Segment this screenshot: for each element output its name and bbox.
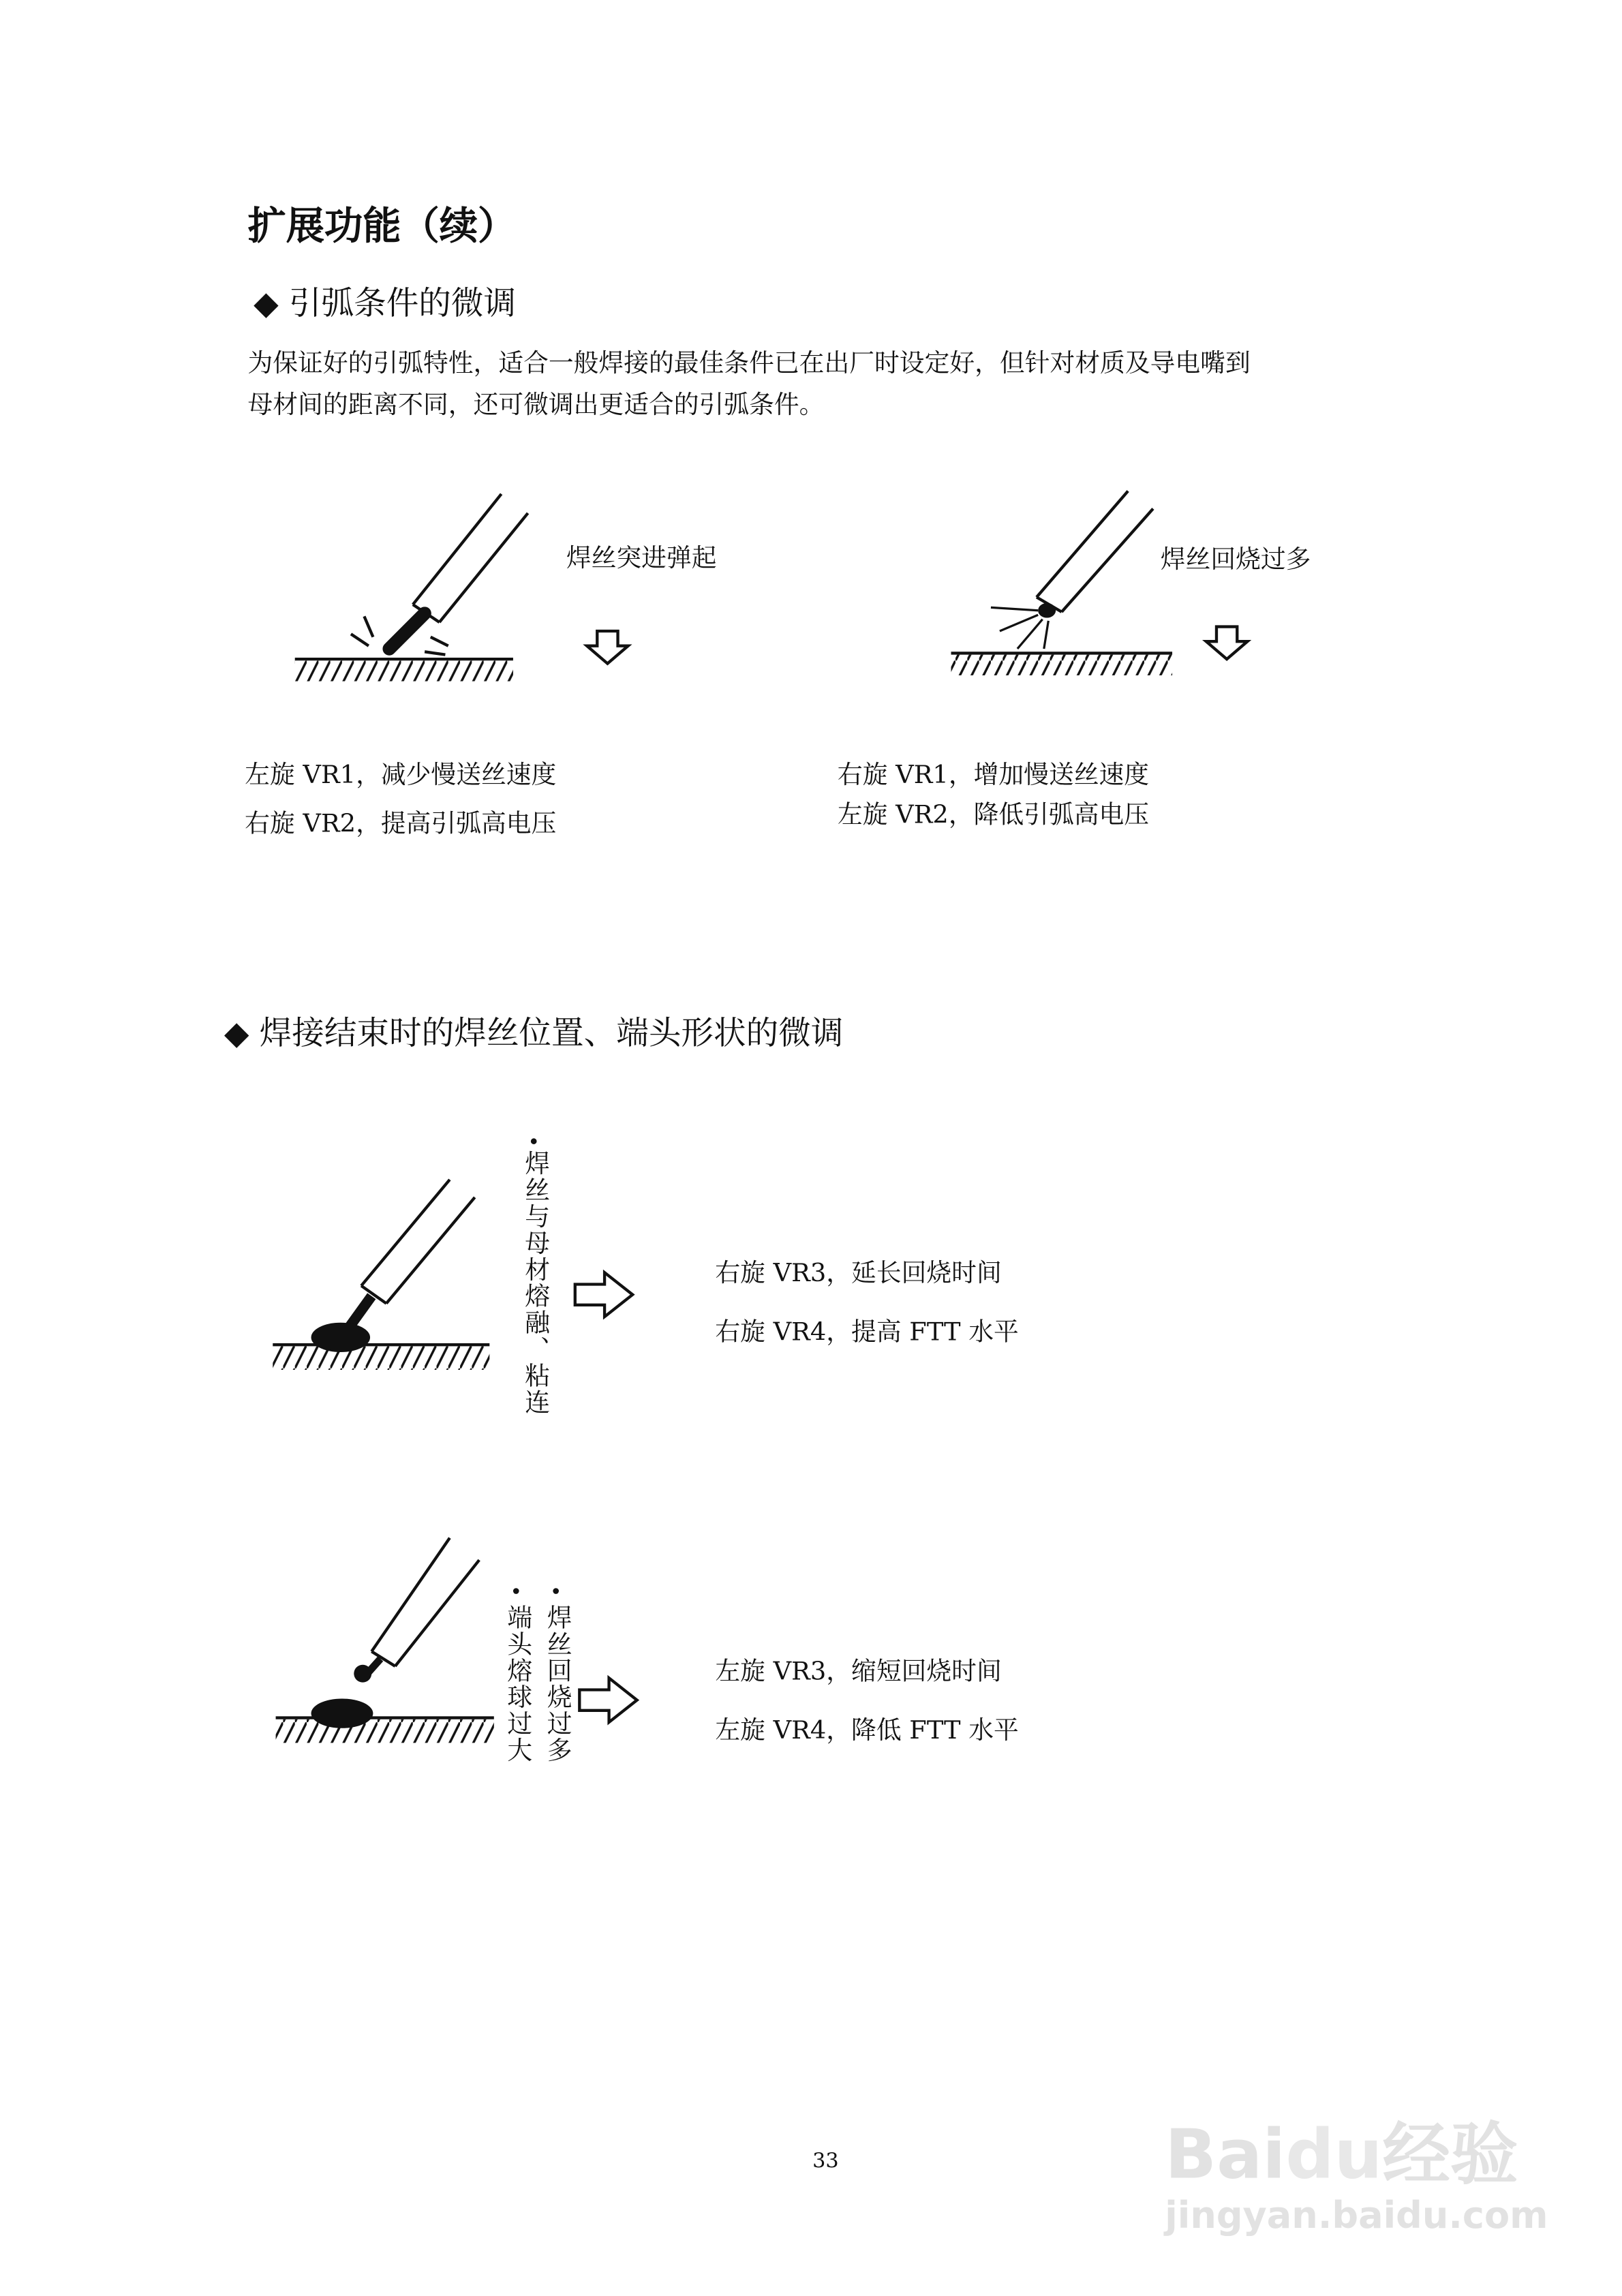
intro-line-2: 母材间的距离不同，还可微调出更适合的引弧条件。 [247,391,825,420]
fig-right-line-1: 右旋 VR1，增加慢送丝速度 [837,761,1150,791]
page-number: 33 [812,2149,839,2174]
section1-heading-text: 引弧条件的微调 [288,286,517,323]
page-title: 扩展功能（续） [247,204,517,249]
diamond-bullet-icon: ◆ [254,286,279,323]
case2-line-2: 左旋 VR4，降低 FTT 水平 [715,1716,1019,1746]
ball-too-large-illustration [276,1538,637,1743]
fig-right-label: 焊丝回烧过多 [1160,545,1311,575]
wire-spring-up-illustration [295,494,628,682]
fig-right-line-2: 左旋 VR2，降低引弧高电压 [837,800,1150,831]
intro-line-1: 为保证好的引弧特性，适合一般焊接的最佳条件已在出厂时设定好，但针对材质及导电嘴到 [247,349,1251,380]
wire-stuck-illustration [273,1180,632,1370]
case1-label: 焊丝与母材熔融、粘连 [519,1150,549,1416]
baidu-watermark-logo: Baidu经验 [1165,2114,1518,2194]
fig-left-line-1: 左旋 VR1，减少慢送丝速度 [245,761,557,791]
case1-line-2: 右旋 VR4，提高 FTT 水平 [715,1318,1019,1348]
fig-left-line-2: 右旋 VR2，提高引弧高电压 [245,809,557,840]
baidu-watermark-url: jingyan.baidu.com [1165,2194,1548,2237]
wire-burnback-illustration [951,491,1248,675]
case2-label-2: 端头熔球过大 [501,1604,531,1764]
case2-line-1: 左旋 VR3，缩短回烧时间 [715,1657,1002,1687]
section2-heading-text: 焊接结束时的焊丝位置、端头形状的微调 [259,1015,844,1053]
case1-line-1: 右旋 VR3，延长回烧时间 [715,1259,1002,1289]
case2-label-1: 焊丝回烧过多 [541,1604,571,1764]
diamond-bullet-icon: ◆ [224,1015,249,1053]
fig-left-label: 焊丝突进弹起 [566,544,717,574]
